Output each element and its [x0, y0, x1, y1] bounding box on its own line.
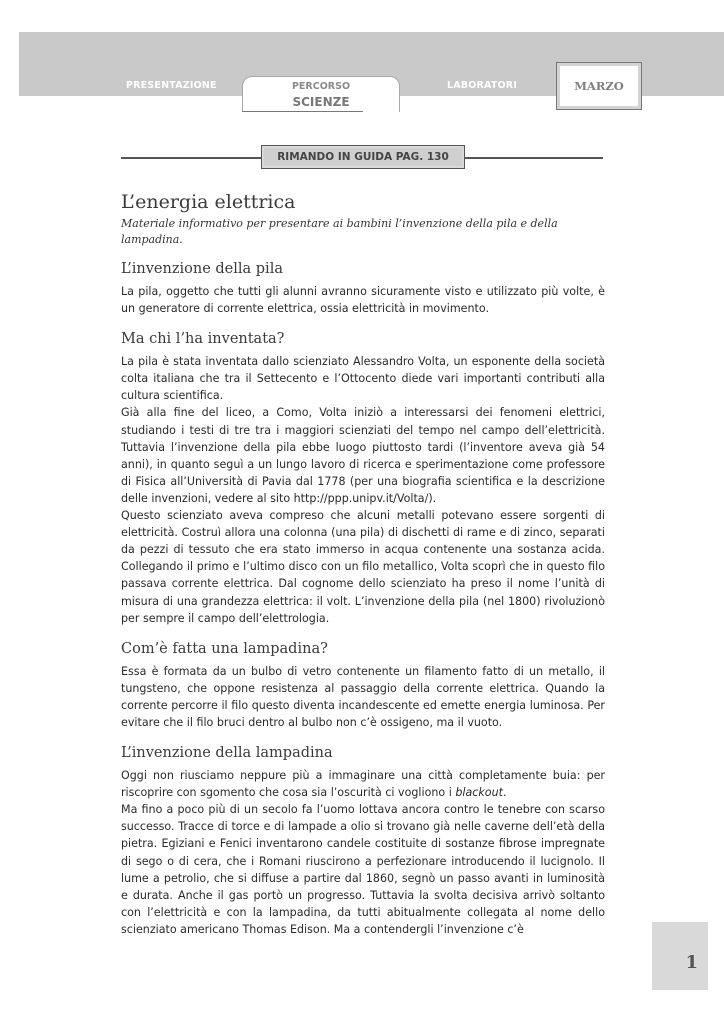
section-heading-inventata: Ma chi l’ha inventata? — [121, 331, 285, 348]
section-heading-lampadina-fatta: Com’è fatta una lampadina? — [121, 640, 328, 657]
tab-underline — [242, 111, 363, 112]
paragraph: Essa è formata da un bulbo di vetro contenente un filamento fatto di un metallo, il tungsteno, che oppone resistenza al passaggio della corrente elettrica. Quando la corrente percorre il filo questo diventa incandescente ed emette energia luminosa. Per evitare che il filo bruci dentro al bulbo non c’è ossigeno, ma il vuoto. — [121, 664, 605, 729]
paragraph: La pila, oggetto che tutti gli alunni avranno sicuramente visto e utilizzato più volte, è un generatore di corrente elettrica, ossia elettricità in movimento. — [121, 285, 605, 316]
rimando-rule-left — [121, 157, 261, 159]
page-number-box — [652, 922, 708, 990]
rimando-label: RIMANDO IN GUIDA PAG. 130 — [264, 148, 462, 166]
paragraph: Oggi non riusciamo neppure più a immaginare una città completamente buia: per riscoprire con sgomento che cosa sia l’oscurità ci vogliono i blackout. — [121, 769, 605, 800]
paragraph: La pila è stata inventata dallo scienziato Alessandro Volta, un esponente della società colta italiana che tra il Settecento e l’Ottocento diede vari importanti contributi alla cultura scientifica. — [121, 355, 605, 403]
paragraph: Ma fino a poco più di un secolo fa l’uomo lottava ancora contro le tenebre con scarso successo. Tracce di torce e di lampade a olio si trovano già nelle caverne dell’età della pietra. Egiziani e Fenici inventarono candele costituite di sostanze fibrose impregnate di sego o di cera, che i Romani riuscirono a perfezionare introducendo il lucignolo. Il lume a petrolio, che si diffuse a partire dal 1860, segnò un passo avanti in luminosità e durata. Anche il gas portò un progresso. Tuttavia la svolta decisiva arrivò soltanto con l’elettricità e con la lampadina, da tutti abitualmente collegata al nome dello scienziato americano Thomas Edison. Ma a contendergli l’invenzione c’è — [121, 803, 605, 936]
month-label: MARZO — [560, 66, 638, 106]
rimando-rule-right — [465, 157, 603, 159]
section-heading-pila: L’invenzione della pila — [121, 261, 283, 277]
article-title: L’energia elettrica — [121, 191, 296, 213]
article — [121, 188, 605, 938]
rimando-badge — [261, 145, 465, 169]
paragraph: Questo scienziato aveva compreso che alcuni metalli potevano essere sorgenti di elettricità. Costruì allora una colonna (una pila) di dischetti di rame e di zinco, separati da pezzi di tessuto che era stato immerso in acqua contenente una sostanza acida. Collegando il primo e l’ultimo disco con un filo metallico, Volta scoprì che in questo filo passava corrente elettrica. Dal cognome dello scienziato ha preso il nome l’unità di misura di una grandezza elettrica: il volt. L’invenzione della pila (nel 1800) rivoluzionò per sempre il campo dell’elettrologia. — [121, 509, 605, 625]
page-number: 1 — [685, 952, 698, 973]
section-heading-invenzione-lampadina: L’invenzione della lampadina — [121, 745, 333, 762]
tab-percorso-sublabel: SCIENZE — [292, 95, 350, 109]
tab-presentazione[interactable]: PRESENTAZIONE — [126, 80, 217, 91]
paragraph: Già alla fine del liceo, a Como, Volta iniziò a interessarsi dei fenomeni elettrici, studiando i testi di tre tra i maggiori scienziati del tempo nel campo dell’elettricità. Tuttavia l’invenzione della pila ebbe luogo piuttosto tardi (l’inventore aveva già 54 anni), in quanto seguì a un lungo lavoro di ricerca e sperimentazione come professore di Fisica all’Università di Pavia dal 1778 (per una biografia scientifica e la descrizione delle invenzioni, vedere al sito http://ppp.unipv.it/Volta/). — [121, 406, 605, 505]
article-subtitle: Materiale informativo per presentare ai bambini l’invenzione della pila e della lampadina. — [121, 217, 558, 246]
tab-percorso-label: PERCORSO — [291, 81, 351, 92]
tab-laboratori[interactable]: LABORATORI — [447, 80, 518, 91]
tab-percorso-active[interactable] — [242, 76, 400, 112]
month-badge — [556, 62, 642, 110]
